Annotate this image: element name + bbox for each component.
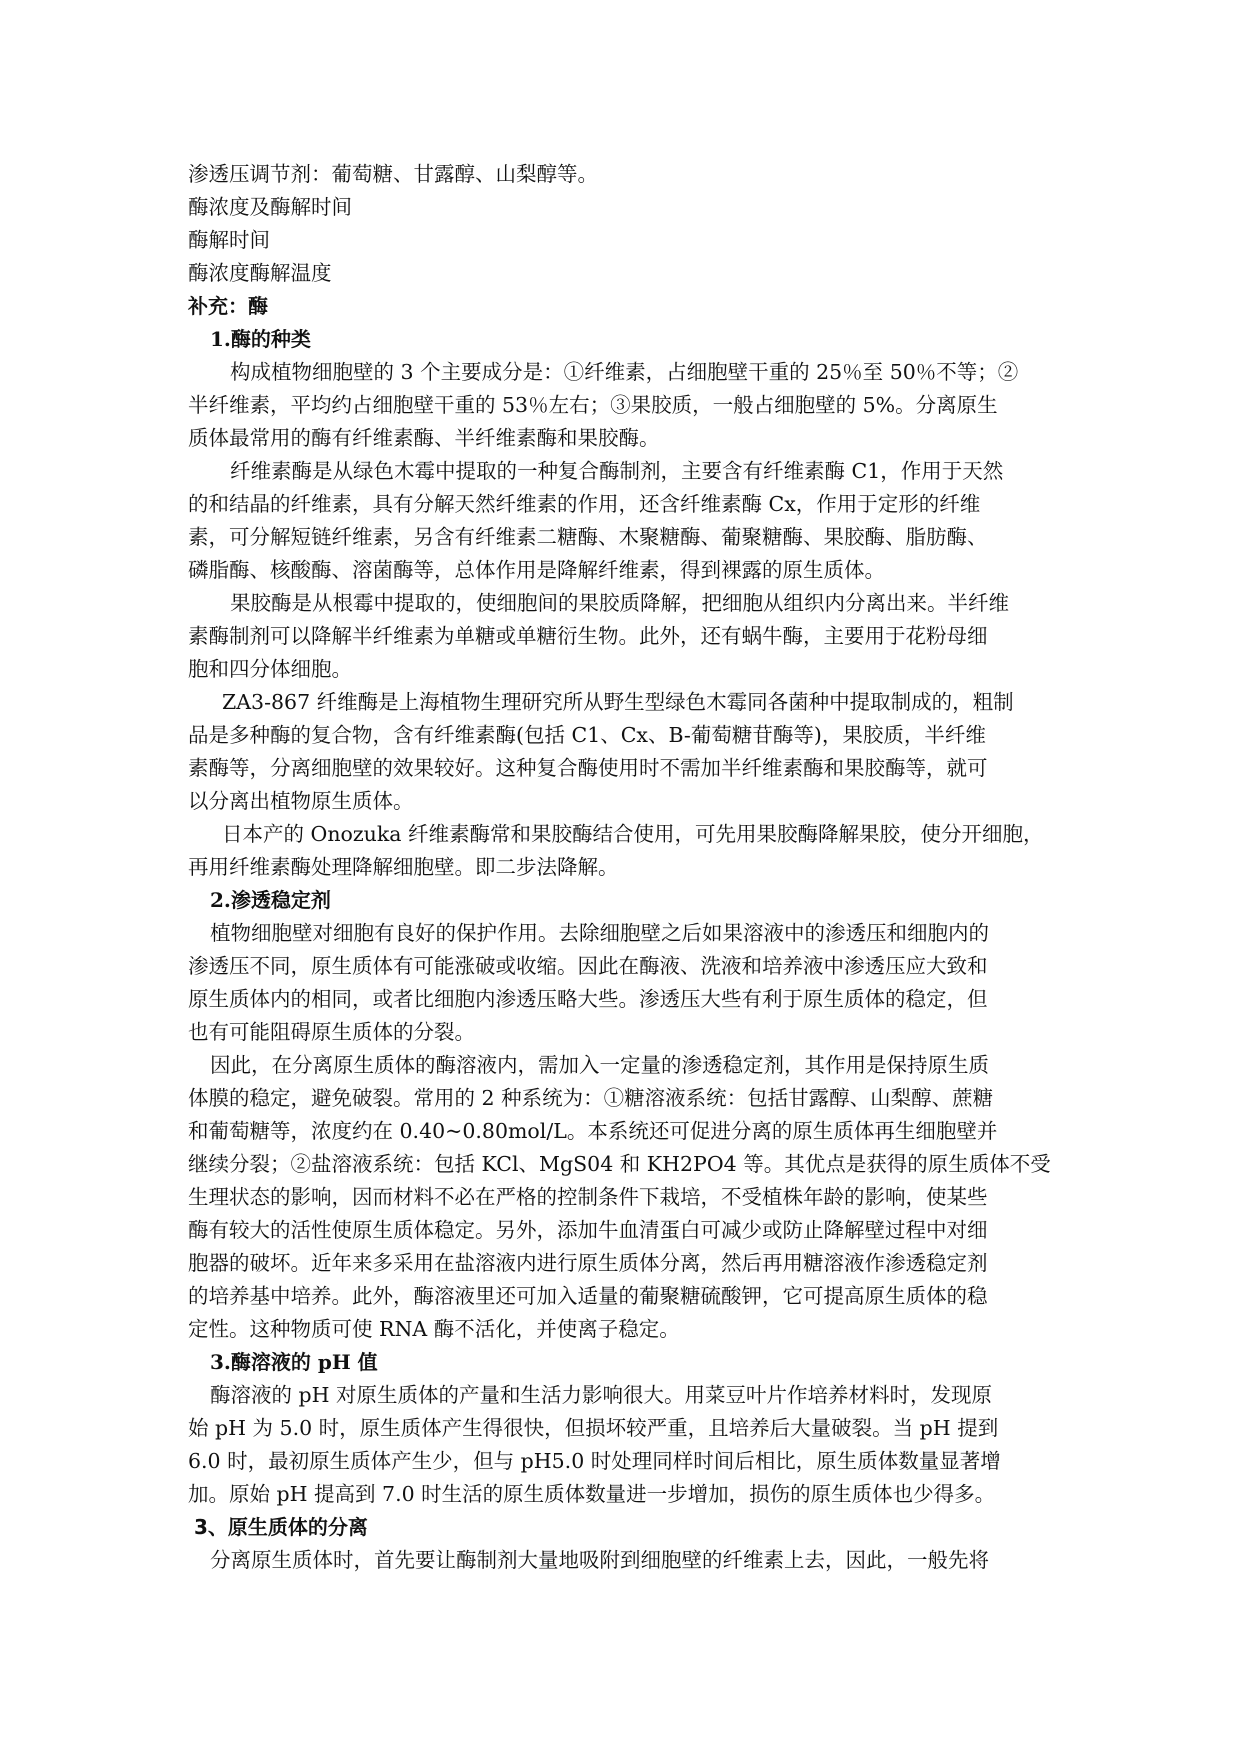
paragraph-line: 的和结晶的纤维素，具有分解天然纤维素的作用，还含纤维素酶 Cx，作用于定形的纤维: [188, 492, 981, 516]
paragraph-line: 加。原始 pH 提高到 7.0 时生活的原生质体数量进一步增加，损伤的原生质体也少得多。: [188, 1482, 996, 1506]
enzyme-types-paragraph-3: [188, 587, 1058, 686]
paragraph-line: 纤维素酶是从绿色木霉中提取的一种复合酶制剂，主要含有纤维素酶 C1，作用于天然: [230, 459, 1004, 483]
enzyme-solution-ph-heading: 3.酶溶液的 pH 值: [210, 1350, 378, 1374]
paragraph-line: 生理状态的影响，因而材料不必在严格的控制条件下栽培，不受植株年龄的影响，使某些: [188, 1185, 988, 1209]
paragraph-line: ZA3-867 纤维酶是上海植物生理研究所从野生型绿色木霉同各菌种中提取制成的，粗制: [222, 690, 1014, 714]
enzyme-concentration-time-line: 酶浓度及酶解时间: [188, 195, 352, 219]
osmotic-stabilizer-heading: 2.渗透稳定剂: [210, 888, 331, 912]
paragraph-line: 质体最常用的酶有纤维素酶、半纤维素酶和果胶酶。: [188, 426, 660, 450]
osmotic-stabilizer-paragraph-1: [188, 917, 1058, 1049]
paragraph-line: 定性。这种物质可使 RNA 酶不活化，并使离子稳定。: [188, 1317, 680, 1341]
page-content: [188, 158, 1058, 1577]
enzyme-concentration-temperature-line: 酶浓度酶解温度: [188, 261, 332, 285]
paragraph-line: 素酶等，分离细胞壁的效果较好。这种复合酶使用时不需加半纤维素酶和果胶酶等，就可: [188, 756, 988, 780]
paragraph-line: 始 pH 为 5.0 时，原生质体产生得很快，但损坏较严重，且培养后大量破裂。当 pH 提到: [188, 1416, 999, 1440]
enzyme-solution-ph-paragraph: [188, 1379, 1058, 1511]
paragraph-line: 日本产的 Onozuka 纤维素酶常和果胶酶结合使用，可先用果胶酶降解果胶，使分开细胞，: [222, 822, 1044, 846]
paragraph-line: 构成植物细胞壁的 3 个主要成分是：①纤维素，占细胞壁干重的 25％至 50％不等；②: [230, 360, 1019, 384]
enzyme-types-paragraph-4: [188, 686, 1058, 818]
paragraph-line: 酶有较大的活性使原生质体稳定。另外，添加牛血清蛋白可减少或防止降解壁过程中对细: [188, 1218, 988, 1242]
paragraph-line: 酶溶液的 pH 对原生质体的产量和生活力影响很大。用菜豆叶片作培养材料时，发现原: [210, 1383, 993, 1407]
paragraph-line: 原生质体内的相同，或者比细胞内渗透压略大些。渗透压大些有利于原生质体的稳定，但: [188, 987, 988, 1011]
paragraph-line: 胞和四分体细胞。: [188, 657, 352, 681]
paragraph-line: 果胶酶是从根霉中提取的，使细胞间的果胶质降解，把细胞从组织内分离出来。半纤维: [230, 591, 1009, 615]
osmotic-stabilizer-paragraph-2: [188, 1049, 1058, 1346]
paragraph-line: 品是多种酶的复合物，含有纤维素酶(包括 C1、Cx、B-葡萄糖苷酶等)，果胶质，半纤维: [188, 723, 986, 747]
paragraph-line: 以分离出植物原生质体。: [188, 789, 414, 813]
enzyme-types-heading: 1.酶的种类: [210, 327, 311, 351]
paragraph-line: 胞器的破坏。近年来多采用在盐溶液内进行原生质体分离，然后再用糖溶液作渗透稳定剂: [188, 1251, 988, 1275]
paragraph-line: 渗透压不同，原生质体有可能涨破或收缩。因此在酶液、洗液和培养液中渗透压应大致和: [188, 954, 988, 978]
paragraph-line: 素酶制剂可以降解半纤维素为单糖或单糖衍生物。此外，还有蜗牛酶，主要用于花粉母细: [188, 624, 988, 648]
osmotic-regulator-line: 渗透压调节剂：葡萄糖、甘露醇、山梨醇等。: [188, 162, 598, 186]
paragraph-line: 半纤维素，平均约占细胞壁干重的 53％左右；③果胶质，一般占细胞壁的 5%。分离原生: [188, 393, 998, 417]
paragraph-line: 的培养基中培养。此外，酶溶液里还可加入适量的葡聚糖硫酸钾，它可提高原生质体的稳: [188, 1284, 988, 1308]
enzymolysis-time-line: 酶解时间: [188, 228, 270, 252]
paragraph-line: 也有可能阻碍原生质体的分裂。: [188, 1020, 475, 1044]
protoplast-isolation-paragraph: [188, 1544, 1058, 1577]
paragraph-line: 磷脂酶、核酸酶、溶菌酶等，总体作用是降解纤维素，得到裸露的原生质体。: [188, 558, 885, 582]
paragraph-line: 再用纤维素酶处理降解细胞壁。即二步法降解。: [188, 855, 619, 879]
protoplast-isolation-heading: 3、原生质体的分离: [194, 1515, 368, 1539]
paragraph-line: 素，可分解短链纤维素，另含有纤维素二糖酶、木聚糖酶、葡聚糖酶、果胶酶、脂肪酶、: [188, 525, 988, 549]
paragraph-line: 分离原生质体时，首先要让酶制剂大量地吸附到细胞壁的纤维素上去，因此，一般先将: [210, 1548, 989, 1572]
paragraph-line: 植物细胞壁对细胞有良好的保护作用。去除细胞壁之后如果溶液中的渗透压和细胞内的: [210, 921, 989, 945]
paragraph-line: 因此，在分离原生质体的酶溶液内，需加入一定量的渗透稳定剂，其作用是保持原生质: [210, 1053, 989, 1077]
paragraph-line: 继续分裂；②盐溶液系统：包括 KCl、MgS04 和 KH2PO4 等。其优点是获得的原生质体不受: [188, 1152, 1051, 1176]
enzyme-types-paragraph-1: [188, 356, 1058, 455]
enzyme-types-paragraph-2: [188, 455, 1058, 587]
enzyme-types-paragraph-5: [188, 818, 1058, 884]
paragraph-line: 6.0 时，最初原生质体产生少，但与 pH5.0 时处理同样时间后相比，原生质体数量显著增: [188, 1449, 1001, 1473]
paragraph-line: 体膜的稳定，避免破裂。常用的 2 种系统为：①糖溶液系统：包括甘露醇、山梨醇、蔗糖: [188, 1086, 994, 1110]
supplement-heading: 补充：酶: [188, 294, 268, 318]
paragraph-line: 和葡萄糖等，浓度约在 0.40~0.80mol/L。本系统还可促进分离的原生质体再生细胞壁并: [188, 1119, 998, 1143]
